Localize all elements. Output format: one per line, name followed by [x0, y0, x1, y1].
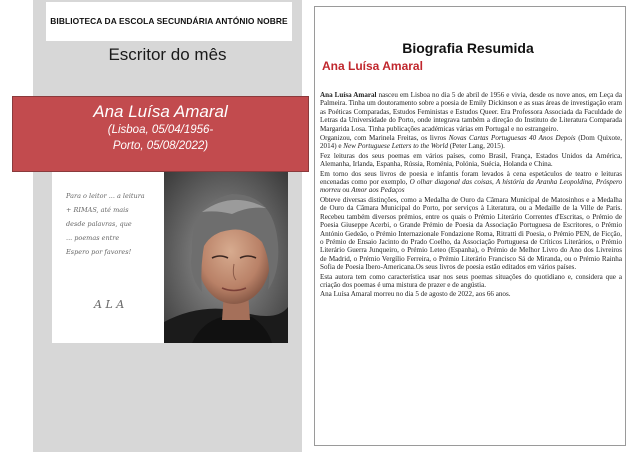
bio-text: (Dom Quixote, 2014) e [320, 134, 622, 151]
portrait-image [52, 172, 288, 343]
bio-paragraph-1 [320, 91, 622, 133]
biography-author-name: Ana Luísa Amaral [322, 59, 423, 73]
author-death: Porto, 05/08/2022) [112, 140, 209, 152]
manuscript-line: Para o leitor ... a leitura [66, 192, 145, 200]
section-title: Escritor do mês [108, 45, 227, 64]
bio-paragraph-3: Fez leituras dos seus poemas em vários países, como Brasil, França, Estados Unidos da América, Alemanha, Irlanda, Espanha, Rússia, Roménia, Polónia, Suécia, Holanda e China. [320, 151, 622, 169]
bio-book-title: New Portuguese Letters to the World [343, 142, 449, 151]
author-birth: (Lisboa, 05/04/1956- [107, 124, 214, 136]
bio-book-title: Novas Cartas Portuguesas 40 Anos Depois [448, 134, 576, 143]
bio-paragraph-7: Ana Luísa Amaral morreu no dia 5 de agosto de 2022, aos 66 anos. [320, 290, 511, 299]
author-name: Ana Luísa Amaral [93, 102, 228, 121]
bio-text: Organizou, com Marinela Freitas, os livros [320, 134, 449, 143]
bio-paragraph-4 [320, 170, 622, 195]
bio-paragraph-2 [320, 134, 622, 151]
bio-text: Em torno dos seus livros de poesia e infantis foram levados à cena espetáculos de teatro e leituras encenadas como por exemplo, [320, 169, 622, 187]
manuscript-line: ... poemas entre [66, 234, 120, 242]
bio-author-bold: Ana Luísa Amaral [320, 91, 377, 99]
bio-paragraph-5: Obteve diversas distinções, como a Medalha de Ouro da Câmara Municipal de Matosinhos e a Medalha de Ouro da Câmara Municipal do Porto, por serviços à Literatura, ou a Medaille de la Ville de Paris. Recebeu também diversos prémios, entre os quais o Prémio Literário Correntes d'Escritas, o Prémio de Poesia Giuseppe Acerbi, o Grande Prémio de Poesia da Associação Portuguesa de Escritores, o Prémio António Gedeão, o Prémio Internazionale Fondazione Roma, Ritratti di Poesia, o Prémio PEN, de Ficção, o Prémio de Ensaio Jacinto do Prado Coelho, da Associação Portuguesa de Críticos Literários, o Prémio Literário Guerra Junqueiro, o Prémio Leteo (Espanha), o Prémio de Melhor Livro do Ano dos Livreiros de Madrid, o Prémio Vergílio Ferreira, o Prémio Literário Francisco Sá de Miranda, ou o Prémio Rainha Sofia de Poesia Ibero-Americana.Os seus livros de poesia estão editados em vários países. [320, 195, 622, 272]
bio-text: (Peter Lang, 2015). [448, 142, 505, 151]
biography-text [320, 91, 622, 300]
bio-paragraph-6: Esta autora tem como característica usar nos seus poemas situações do quotidiano e, considera que a criação dos poemas é uma mistura de prazer e de angústia. [320, 272, 622, 289]
bio-text: ou [340, 186, 352, 195]
signature: A L A [94, 298, 125, 311]
author-name-box [12, 96, 309, 172]
biography-title: Biografia Resumida [402, 40, 534, 56]
author-photo [52, 172, 288, 343]
manuscript-line: Espero por favores! [66, 248, 132, 256]
bio-play-title: Amor aos Pedaços [351, 186, 405, 195]
manuscript-line: + RIMAS, até mais [66, 206, 129, 214]
bio-play-titles: O olhar diagonal das coisas, A história da Aranha Leopoldina, Próspero morreu [320, 178, 622, 195]
school-header: BIBLIOTECA DA ESCOLA SECUNDÁRIA ANTÓNIO NOBRE [46, 2, 292, 41]
bio-text: nasceu em Lisboa no dia 5 de abril de 1956 e vivia, desde os nove anos, em Leça da Palmeira. Tinha um doutoramento sobre a poesia de Emily Dickinson e as suas áreas de investigação eram as Poéticas Comparadas, Estudos Feministas e Estudos Queer. Era Professora Associada da Faculdade de Letras da Universidade do Porto, onde integrava também a direção do Instituto de Literatura Comparada Margarida Losa. Tinha publicações académicas várias em Portugal e no estrangeiro. [320, 91, 623, 133]
manuscript-line: desde palavras, que [66, 220, 132, 228]
